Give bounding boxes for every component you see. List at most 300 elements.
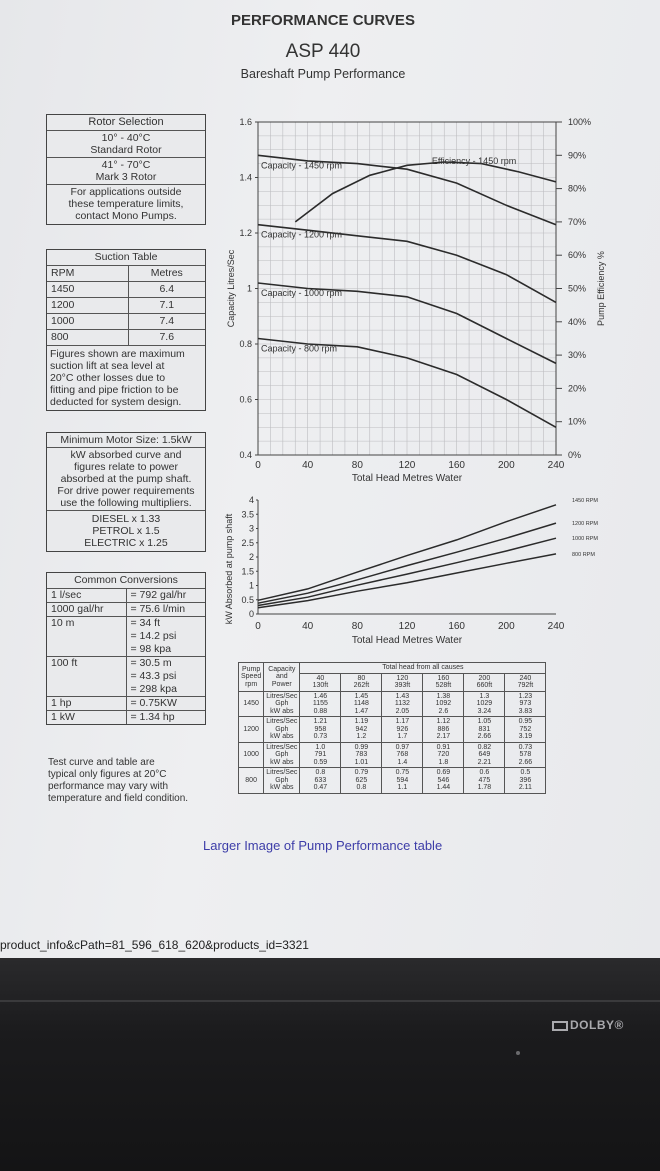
- x-tick-label: 40: [302, 621, 314, 632]
- perf-value: 649: [478, 751, 491, 758]
- perf-value: 783: [355, 751, 368, 758]
- perf-unit: Gph: [275, 751, 289, 758]
- perf-rpm: 1000: [239, 742, 264, 768]
- perf-value: 0.91: [436, 743, 451, 751]
- suction-row: [47, 330, 205, 346]
- perf-value: 720: [437, 751, 450, 758]
- motor-note-line: For drive power requirements: [57, 485, 195, 497]
- perf-value: 2.11: [518, 784, 532, 791]
- perf-cell: [423, 691, 464, 717]
- larger-image-link[interactable]: Larger Image of Pump Performance table: [203, 838, 443, 853]
- perf-unit: kW abs: [270, 707, 294, 715]
- perf-value: 1.4: [397, 758, 408, 766]
- series-label: Capacity - 1000 rpm: [261, 287, 343, 298]
- conversion-to: = 30.5 m: [130, 657, 172, 669]
- perf-cell: [505, 768, 546, 794]
- suction-note-line: Figures shown are maximum: [50, 348, 185, 360]
- y-tick-label: 2: [248, 552, 254, 562]
- rotor-note-line: For applications outside: [70, 186, 182, 198]
- motor-note: [47, 448, 205, 511]
- perf-cell: [382, 742, 423, 768]
- y2-tick-label: 0%: [568, 450, 582, 460]
- perf-head-ft: 660ft: [476, 682, 493, 689]
- motor-note-line: use the following multipliers.: [60, 497, 192, 509]
- perf-cell: [382, 691, 423, 717]
- conversion-to: = 1.34 hp: [130, 711, 175, 723]
- perf-unit: kW abs: [270, 784, 294, 791]
- perf-value: 1.21: [313, 718, 328, 725]
- perf-value: 1.45: [354, 692, 369, 700]
- suction-rpm: 800: [47, 330, 129, 345]
- motor-note-line: absorbed at the pump shaft.: [60, 473, 192, 485]
- conversion-row: [47, 697, 205, 711]
- perf-unit: kW abs: [270, 733, 294, 740]
- series-line: [258, 554, 556, 608]
- perf-cell: [300, 742, 341, 768]
- perf-unit: kW abs: [270, 758, 294, 766]
- perf-rpm: 800: [239, 768, 264, 794]
- rotor-standard-name: Standard Rotor: [90, 144, 162, 156]
- test-note: [48, 757, 218, 805]
- motor-multipliers: [47, 511, 205, 551]
- perf-value: 1.46: [313, 692, 328, 700]
- conversion-from: [47, 683, 127, 696]
- perf-unit: Gph: [275, 725, 289, 733]
- perf-value: 0.73: [518, 743, 533, 751]
- perf-value: 3.19: [518, 733, 533, 740]
- perf-unit: Gph: [275, 776, 289, 784]
- test-note-line: typical only figures at 20°C: [48, 769, 167, 780]
- perf-head-ft: 528ft: [435, 682, 452, 689]
- conversion-to: = 298 kpa: [130, 683, 177, 695]
- rotor-note-line: contact Mono Pumps.: [75, 210, 177, 222]
- perf-value: 3.24: [477, 707, 492, 715]
- motor-note-line: kW absorbed curve and: [70, 449, 182, 461]
- perf-cell: [464, 742, 505, 768]
- perf-value: 768: [396, 751, 409, 758]
- conversion-row: [47, 617, 205, 630]
- perf-value: 594: [396, 776, 409, 784]
- y-tick-label: 0.4: [239, 450, 252, 460]
- perf-cell: [341, 691, 382, 717]
- perf-header-text: and: [275, 673, 288, 680]
- rotor-mark3-name: Mark 3 Rotor: [95, 171, 157, 183]
- perf-value: 0.47: [313, 784, 328, 791]
- suction-col-rpm: RPM: [47, 266, 129, 281]
- perf-cell: [423, 717, 464, 743]
- conversion-row: [47, 670, 205, 683]
- perf-cell: [341, 768, 382, 794]
- rotor-standard-range: 10° - 40°C: [101, 132, 151, 144]
- series-line: [258, 523, 556, 603]
- perf-head-cell: [464, 673, 505, 691]
- conversion-from: 1 hp: [47, 697, 127, 710]
- perf-value: 0.75: [395, 769, 410, 776]
- series-line: [258, 505, 556, 601]
- perf-value: 546: [437, 776, 450, 784]
- perf-value: 942: [355, 725, 368, 733]
- perf-head-m: 200: [478, 674, 491, 682]
- conversion-from: [47, 643, 127, 656]
- perf-value: 973: [519, 700, 532, 707]
- x-tick-label: 160: [448, 460, 466, 471]
- perf-value: 0.5: [520, 769, 531, 776]
- perf-value: 0.8: [315, 769, 326, 776]
- conversion-row: [47, 711, 205, 724]
- model-name: ASP 440: [285, 41, 361, 62]
- conversion-from: 1 kW: [47, 711, 127, 724]
- perf-cell: [464, 717, 505, 743]
- x-tick-label: 120: [398, 621, 416, 632]
- monitor-edge: [0, 1000, 660, 1002]
- conversion-from: 1000 gal/hr: [47, 603, 127, 616]
- perf-units: [264, 717, 300, 743]
- series-label: 1450 RPM: [572, 497, 598, 504]
- suction-rpm: 1000: [47, 314, 129, 329]
- perf-value: 1155: [312, 700, 328, 707]
- y-tick-label: 1: [246, 283, 252, 294]
- perf-value: 0.8: [356, 784, 367, 791]
- perf-value: 1.8: [438, 758, 449, 766]
- perf-head-ft: 792ft: [517, 682, 534, 689]
- perf-unit: Gph: [275, 700, 289, 707]
- perf-total-head-header: Total head from all causes: [300, 663, 546, 674]
- perf-value: 0.97: [395, 743, 410, 751]
- perf-value: 886: [437, 725, 450, 733]
- perf-header-row: [239, 663, 546, 674]
- rotor-heading: Rotor Selection: [47, 115, 205, 131]
- perf-head-ft: 393ft: [394, 682, 411, 689]
- series-label: Capacity - 800 rpm: [261, 343, 338, 354]
- multiplier-electric: ELECTRIC x 1.25: [84, 537, 168, 549]
- conversion-from: 10 m: [47, 617, 127, 630]
- perf-units: [264, 691, 300, 717]
- x-tick-label: 200: [497, 460, 515, 471]
- conversion-row: [47, 603, 205, 617]
- rotor-selection-box: [46, 114, 206, 225]
- perf-value: 0.69: [436, 769, 451, 776]
- perf-cell: [505, 742, 546, 768]
- monitor-bezel: [0, 958, 660, 1171]
- conversions-heading: Common Conversions: [47, 573, 205, 589]
- perf-value: 1.1: [397, 784, 408, 791]
- y2-axis-label: Pump Efficiency %: [596, 251, 606, 326]
- perf-value: 3.83: [518, 707, 533, 715]
- y-axis-label: Capacity Litres/Sec: [226, 249, 236, 328]
- perf-head-cell: [505, 673, 546, 691]
- perf-row: [239, 691, 546, 717]
- perf-value: 1029: [476, 700, 493, 707]
- perf-cell: [341, 717, 382, 743]
- perf-cell: [423, 742, 464, 768]
- perf-value: 1.3: [479, 692, 490, 700]
- conversion-to: = 792 gal/hr: [130, 589, 187, 601]
- conversion-row: [47, 643, 205, 657]
- y2-tick-label: 10%: [568, 416, 587, 427]
- x-tick-label: 0: [255, 460, 261, 471]
- rotor-note-line: these temperature limits,: [68, 198, 184, 210]
- perf-value: 958: [314, 725, 327, 733]
- perf-header-text: Speed: [241, 673, 262, 680]
- suction-metres: 6.4: [159, 283, 175, 295]
- y2-tick-label: 40%: [568, 316, 587, 327]
- suction-metres: 7.6: [159, 331, 175, 343]
- series-label: 800 RPM: [572, 551, 595, 558]
- series-label: Capacity - 1450 rpm: [261, 160, 343, 171]
- y-tick-label: 0.5: [241, 594, 254, 605]
- perf-cell: [300, 768, 341, 794]
- y-tick-label: 0: [248, 609, 254, 619]
- perf-value: 1.12: [436, 718, 451, 725]
- motor-size-box: [46, 432, 206, 552]
- perf-value: 1148: [353, 700, 369, 707]
- perf-value: 2.66: [518, 758, 533, 766]
- multiplier-petrol: PETROL x 1.5: [92, 525, 160, 537]
- x-tick-label: 240: [547, 621, 565, 632]
- x-tick-label: 160: [448, 621, 466, 632]
- perf-header-text: Power: [271, 680, 292, 688]
- power-led: [516, 1051, 520, 1055]
- perf-value: 578: [519, 751, 532, 758]
- perf-head-ft: 130ft: [312, 682, 329, 689]
- conversion-from: 100 ft: [47, 657, 127, 670]
- y-tick-label: 2.5: [241, 537, 254, 548]
- y2-tick-label: 60%: [568, 250, 587, 261]
- series-label: Capacity - 1200 rpm: [261, 229, 343, 240]
- perf-cell: [382, 717, 423, 743]
- perf-capacity-header: [264, 663, 300, 692]
- perf-row: [239, 742, 546, 768]
- perf-value: 1.19: [354, 718, 369, 725]
- test-note-line: Test curve and table are: [48, 757, 155, 768]
- perf-header-text: rpm: [245, 680, 258, 688]
- suction-note-line: fitting and pipe friction to be: [50, 384, 179, 396]
- x-tick-label: 240: [547, 460, 565, 471]
- conversion-from: 1 l/sec: [47, 589, 127, 602]
- conversion-row: [47, 657, 205, 670]
- perf-value: 0.82: [477, 743, 492, 751]
- perf-value: 0.95: [518, 718, 533, 725]
- y-tick-label: 1: [248, 580, 254, 591]
- perf-value: 2.21: [477, 758, 492, 766]
- perf-cell: [505, 691, 546, 717]
- perf-header-text: Capacity: [268, 665, 296, 673]
- page-title: PERFORMANCE CURVES: [231, 12, 415, 29]
- conversion-to: = 34 ft: [130, 617, 160, 629]
- rotor-mark3-range: 41° - 70°C: [101, 159, 151, 171]
- perf-cell: [423, 768, 464, 794]
- y-tick-label: 1.4: [239, 172, 252, 183]
- suction-rpm: 1200: [47, 298, 129, 313]
- perf-value: 625: [355, 776, 368, 784]
- y2-tick-label: 80%: [568, 183, 587, 194]
- y2-tick-label: 20%: [568, 383, 587, 394]
- series-line: [258, 538, 556, 605]
- conversion-from: [47, 630, 127, 643]
- conversion-to: = 75.6 l/min: [130, 603, 186, 615]
- perf-head-m: 240: [519, 674, 532, 682]
- conversion-row: [47, 683, 205, 697]
- y2-tick-label: 50%: [568, 283, 587, 294]
- rotor-standard: [47, 131, 205, 158]
- perf-cell: [341, 742, 382, 768]
- suction-rpm: 1450: [47, 282, 129, 297]
- perf-value: 1.38: [436, 692, 451, 700]
- perf-value: 0.99: [354, 743, 369, 751]
- multiplier-diesel: DIESEL x 1.33: [91, 513, 161, 525]
- y-tick-label: 0.8: [239, 339, 252, 349]
- conversions-rows: [47, 589, 205, 724]
- perf-unit: Litres/Sec: [266, 692, 298, 700]
- perf-head-m: 120: [396, 674, 409, 682]
- perf-row: [239, 768, 546, 794]
- perf-row: [239, 717, 546, 743]
- conversion-to: = 14.2 psi: [130, 630, 177, 642]
- conversion-to: = 43.3 psi: [130, 670, 177, 682]
- perf-rpm: 1450: [239, 691, 264, 717]
- suction-row: [47, 282, 205, 298]
- y2-tick-label: 70%: [568, 216, 587, 227]
- y-tick-label: 1.5: [241, 566, 254, 577]
- conversion-row: [47, 589, 205, 603]
- y-axis-label: kW Absorbed at pump shaft: [224, 513, 234, 625]
- perf-unit: Litres/Sec: [266, 743, 298, 751]
- perf-value: 1132: [394, 700, 410, 707]
- perf-value: 2.66: [477, 733, 492, 740]
- perf-cell: [300, 691, 341, 717]
- y-tick-label: 1.6: [239, 117, 252, 127]
- perf-value: 1.05: [477, 718, 492, 725]
- perf-value: 0.73: [313, 733, 328, 740]
- test-note-line: performance may vary with: [48, 781, 169, 792]
- suction-note: [47, 346, 205, 410]
- test-note-line: temperature and field condition.: [48, 793, 189, 804]
- motor-note-line: figures relate to power: [74, 461, 178, 473]
- conversion-row: [47, 630, 205, 643]
- perf-value: 1.44: [436, 784, 451, 791]
- perf-head-m: 40: [316, 674, 325, 682]
- perf-cell: [505, 717, 546, 743]
- performance-table: [238, 662, 546, 794]
- y-tick-label: 3.5: [241, 509, 254, 520]
- rotor-note: [47, 185, 205, 224]
- perf-value: 1.78: [477, 784, 492, 791]
- perf-head-cell: [382, 673, 423, 691]
- perf-value: 1.0: [315, 743, 326, 751]
- power-absorbed-chart: [220, 492, 620, 652]
- suction-row: [47, 298, 205, 314]
- x-tick-label: 80: [351, 621, 363, 632]
- conversion-to: = 0.75KW: [130, 697, 177, 709]
- perf-rpm: 1200: [239, 717, 264, 743]
- perf-value: 475: [478, 776, 491, 784]
- perf-value: 926: [396, 725, 409, 733]
- perf-value: 0.88: [313, 707, 328, 715]
- suction-col-metres: Metres: [150, 267, 183, 279]
- conversion-from: [47, 670, 127, 683]
- suction-row: [47, 314, 205, 330]
- perf-value: 1.01: [354, 758, 369, 766]
- x-tick-label: 80: [351, 460, 363, 471]
- perf-head-ft: 262ft: [353, 682, 370, 689]
- perf-value: 1.23: [518, 692, 533, 700]
- dolby-text: DOLBY®: [570, 1018, 624, 1032]
- perf-units: [264, 768, 300, 794]
- conversion-to: = 98 kpa: [130, 643, 172, 655]
- y-tick-label: 0.6: [239, 394, 252, 405]
- perf-cell: [464, 691, 505, 717]
- perf-head-cell: [300, 673, 341, 691]
- rotor-mark3: [47, 158, 205, 185]
- perf-value: 1.47: [354, 707, 369, 715]
- x-tick-label: 120: [398, 460, 416, 471]
- perf-value: 1.43: [395, 692, 410, 700]
- perf-value: 633: [314, 776, 327, 784]
- y2-tick-label: 100%: [568, 117, 592, 127]
- perf-speed-header: [239, 663, 264, 692]
- perf-value: 0.79: [354, 769, 369, 776]
- perf-value: 2.17: [436, 733, 451, 740]
- perf-value: 2.6: [438, 707, 449, 715]
- conversions-box: [46, 572, 206, 725]
- perf-value: 791: [314, 751, 327, 758]
- suction-metres: 7.4: [159, 315, 175, 327]
- suction-note-line: deducted for system design.: [50, 396, 182, 408]
- y2-tick-label: 30%: [568, 350, 587, 361]
- dolby-logo: [552, 1018, 624, 1032]
- x-tick-label: 40: [302, 460, 314, 471]
- perf-head-cell: [423, 673, 464, 691]
- perf-value: 0.59: [313, 758, 328, 766]
- perf-value: 831: [478, 725, 491, 733]
- x-axis-label: Total Head Metres Water: [351, 635, 463, 646]
- capacity-efficiency-chart: [220, 112, 620, 482]
- perf-header-text: Pump: [241, 665, 261, 673]
- suction-table-box: [46, 249, 206, 411]
- perf-value: 1.2: [356, 733, 367, 740]
- motor-heading: Minimum Motor Size: 1.5kW: [47, 433, 205, 448]
- x-tick-label: 200: [497, 621, 515, 632]
- y-tick-label: 1.2: [239, 228, 252, 238]
- efficiency-line: [295, 162, 556, 222]
- perf-value: 2.05: [395, 707, 410, 715]
- suction-heading: Suction Table: [47, 250, 205, 266]
- perf-value: 0.6: [479, 769, 490, 776]
- perf-cell: [382, 768, 423, 794]
- y2-tick-label: 90%: [568, 150, 587, 161]
- perf-head-m: 160: [437, 674, 450, 682]
- y-tick-label: 3: [248, 523, 254, 534]
- dolby-icon: [552, 1021, 568, 1031]
- series-label: Efficiency - 1450 rpm: [431, 155, 517, 166]
- perf-cell: [464, 768, 505, 794]
- perf-value: 1.7: [397, 733, 408, 740]
- series-label: 1200 RPM: [572, 521, 598, 528]
- suction-header-row: [47, 266, 205, 282]
- perf-units: [264, 742, 300, 768]
- x-axis-label: Total Head Metres Water: [351, 473, 463, 482]
- url-text: product_info&cPath=81_596_618_620&products_id=3321: [0, 938, 309, 952]
- perf-value: 1092: [435, 700, 452, 707]
- perf-head-cell: [341, 673, 382, 691]
- perf-value: 1.17: [395, 718, 410, 725]
- suction-metres: 7.1: [159, 299, 175, 311]
- perf-unit: Litres/Sec: [266, 769, 298, 776]
- perf-value: 396: [519, 776, 532, 784]
- y-tick-label: 4: [248, 495, 254, 505]
- perf-unit: Litres/Sec: [266, 718, 298, 725]
- x-tick-label: 0: [255, 621, 261, 632]
